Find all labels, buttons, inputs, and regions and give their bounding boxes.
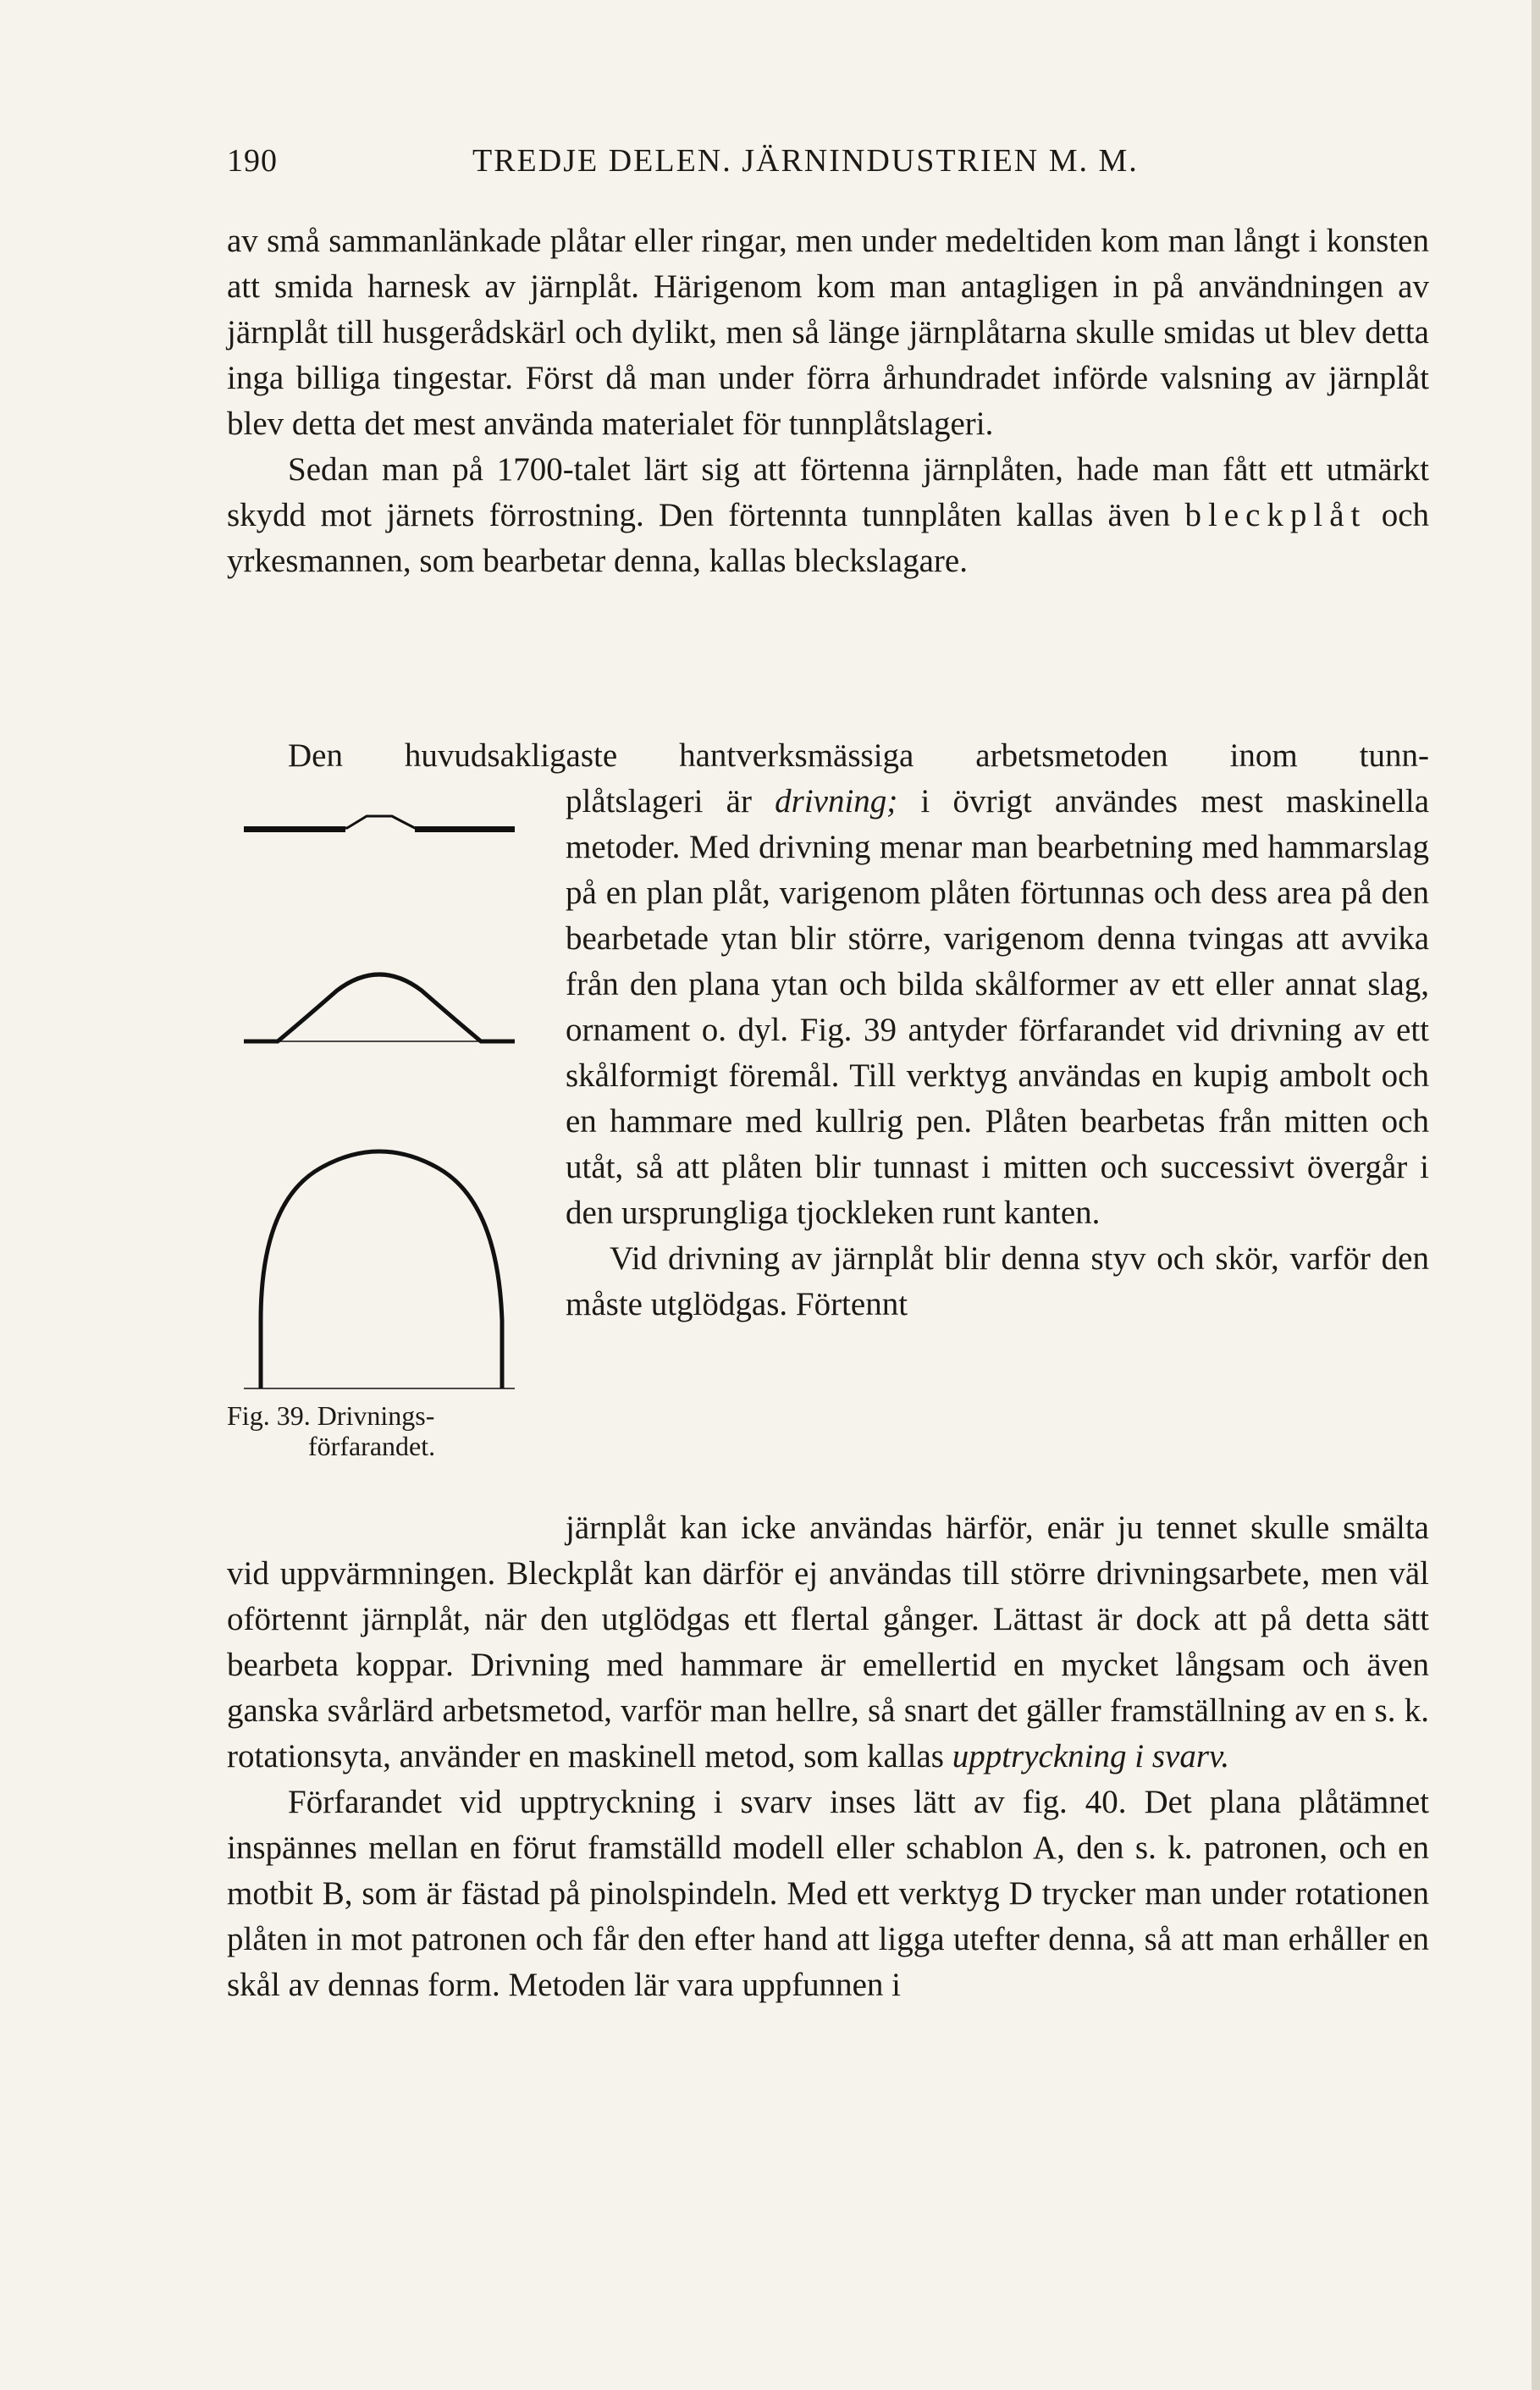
- drivning-after-term: i övrigt användes mest maskinella metoder. Med drivning menar man bearbetning med hammarslag på en plan plåt, varigenom plåten förtunnas och dess area på den bearbetade ytan blir större, varigenom denna tvingas att avvika från den plana ytan och bilda skålformer av ett eller annat slag, ornament o. dyl. Fig. 39 antyder förfarandet vid drivning av ett skålformigt föremål. Till verktyg användas en kupig ambolt och en hammare med kullrig pen. Plåten bearbetas från mitten och utåt, så att plåten blir tunnast i mitten och successivt övergår i den ursprungliga tjockleken runt kanten.: [566, 783, 1430, 1231]
- continued-text: järnplåt kan icke användas härför, enär ju tennet skulle smälta vid uppvärmningen. Bleckplåt kan därför ej användas till större drivningsarbete, men väl oförtennt järnplåt, när den utglödgas ett flertal gånger. Lättast är dock att på detta sätt bearbeta koppar. Drivning med hammare är emellertid en mycket långsam och även ganska svårlärd arbetsmetod, varför man hellre, så snart det gäller framställning av en s. k. rotationsyta, använder en maskinell metod, som kallas: [227, 1510, 1429, 1775]
- opening-text: [227, 218, 1429, 584]
- paragraph-upptryckning: Förfarandet vid upptryckning i svarv inses lätt av fig. 40. Det plana plåtämnet inspännes mellan en förut framställd modell eller schablon A, den s. k. patronen, och en motbit B, som är fästad på pinolspindeln. Med ett verktyg D trycker man under rotationen plåten in mot patronen och får den efter hand att ligga utefter denna, så att man erhåller en skål av dennas form. Metoden lär vara uppfunnen i: [227, 1784, 1429, 2003]
- page-number: 190: [227, 143, 278, 179]
- paragraph-drivning: [566, 779, 1429, 1236]
- stage-2-shallow-dome: [244, 974, 515, 1041]
- drivning-first-line: Den huvudsakligaste hantverksmässiga arbetsmetoden inom tunn-: [288, 737, 1429, 774]
- paragraph-fortenning-end: och yrkesmannen, som bearbetar denna, kallas bleckslagare.: [227, 497, 1429, 579]
- paragraph-fortenning-text: Sedan man på 1700-talet lärt sig att förtenna järnplåten, hade man fått ett utmärkt skydd mot järnets förrostning. Den förtennta tunnplåten kallas även: [227, 451, 1429, 533]
- paragraph-jarnplat-continued: [227, 1505, 1429, 1780]
- caption-line-1: Fig. 39. Drivnings-: [227, 1400, 435, 1431]
- drivning-before-term: plåtslageri är: [566, 783, 752, 820]
- paragraph-utglodgning: Vid drivning av järnplåt blir denna styv och skör, varför den måste utglödgas. Förtennt: [566, 1240, 1429, 1322]
- caption-line-2: förfarandet.: [308, 1431, 436, 1461]
- figure-39: [227, 762, 549, 1473]
- paragraph-harnesk: av små sammanlänkade plåtar eller ringar, men under medeltiden kom man långt i konsten att smida harnesk av järnplåt. Härigenom kom man antagligen in på användningen av järnplåt till husgerådskärl och dylikt, men så länge järnplåtarna skulle smidas ut blev detta inga billiga tingestar. Först då man under förra århundradet införde valsning av järnplåt blev detta det mest använda materialet för tunnplåtslageri.: [227, 223, 1429, 442]
- term-drivning: drivning;: [775, 783, 898, 820]
- stage-1-flat-plate: [244, 816, 515, 832]
- term-upptryckning: upptryckning i svarv.: [952, 1738, 1230, 1775]
- drivning-illustration: [227, 762, 549, 1405]
- closing-text: [227, 1505, 1429, 2008]
- paragraph-fortenning: [227, 447, 1429, 584]
- drivning-wrapped-text: [566, 779, 1429, 1327]
- stage-3-deep-bowl: [244, 1151, 515, 1388]
- term-bleckplat: bleckplåt: [1184, 497, 1367, 533]
- running-title: TREDJE DELEN. JÄRNINDUSTRIEN M. M.: [472, 143, 1139, 179]
